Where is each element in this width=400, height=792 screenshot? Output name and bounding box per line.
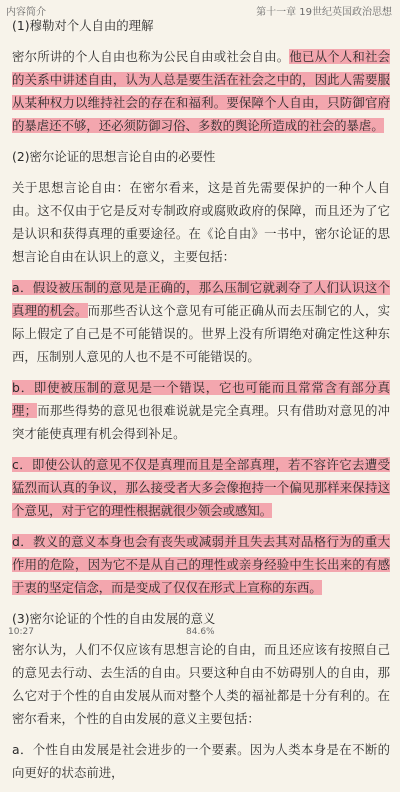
text: (1)穆勒对个人自由的理解: [12, 18, 154, 33]
highlighted-text[interactable]: 他已从个人和社会的关系中讲述自由，认为人总是要生活在社会之中的，因此人需要服从某种权力以维持社会的存在和福利。要保障个人自由，只防御官府的暴虐还不够，还必须防御习俗、多数的舆论所造成的社会的暴虐。: [12, 49, 391, 133]
highlighted-text[interactable]: a．假设被压制的意见是正确的，那么压制它就剥夺了人们认识这个真理的机会。: [12, 280, 390, 318]
paragraph: [12, 638, 390, 730]
paragraph: [12, 176, 390, 268]
page-content: [12, 14, 390, 792]
section-title: 内容简介: [6, 7, 46, 18]
text: (3)密尔论证的个性的自由发展的意义: [12, 611, 216, 626]
highlighted-text[interactable]: c．即使公认的意见不仅是真理而且是全部真理，若不容许它去遭受猛烈而认真的争议，那么接受者大多会像抱持一个偏见那样来保持这个意见，对于它的理性根据就很少领会或感知。: [12, 457, 390, 518]
paragraph-d: [12, 530, 390, 599]
clock: 10:27: [8, 627, 34, 637]
text: a．个性自由发展是社会进步的一个要素。因为人类本身是在不断的向更好的状态前进，: [12, 742, 390, 780]
paragraph: [12, 45, 390, 137]
reader-footer: [0, 626, 400, 640]
heading-1: [12, 14, 390, 37]
paragraph-a: [12, 276, 390, 368]
reading-progress: 84.6%: [186, 627, 215, 637]
text: 而那些否认这个意见有可能正确从而去压制它的人，实际上假定了自己是不可能错误的。世界上没有所谓绝对确定性这种东西，压制别人意见的人也不是不可能错误的。: [12, 303, 391, 364]
paragraph-c: [12, 453, 390, 522]
text: 密尔认为，人们不仅应该有思想言论的自由，而且还应该有按照自己的意见去行动、去生活的自由。只要这种自由不妨碍别人的自由，那么它对于个性的自由发展从而对整个人类的福祉都是十分有利的。在密尔看来，个性的自由发展的意义主要包括：: [12, 642, 390, 726]
text: 而那些得势的意见也很难说就是完全真理。只有借助对意见的冲突才能使真理有机会得到补足。: [12, 403, 391, 441]
text: 关于思想言论自由：在密尔看来，这是首先需要保护的一种个人自由。这不仅由于它是反对专制政府或腐败政府的保障，而且还为了它是认识和获得真理的重要途径。在《论自由》一书中，密尔论证的思想言论自由在认识上的意义，主要包括：: [12, 180, 390, 264]
heading-2: [12, 145, 390, 168]
paragraph-b: [12, 376, 390, 445]
highlighted-text[interactable]: b．即使被压制的意见是一个错误，它也可能而且常常含有部分真理；: [12, 380, 390, 418]
text: (2)密尔论证的思想言论自由的必要性: [12, 149, 216, 164]
chapter-title: 第十一章 19世纪英国政治思想: [256, 7, 392, 18]
highlighted-text[interactable]: d．教义的意义本身也会有丧失或减弱并且失去其对品格行为的重大作用的危险，因为它不是从自己的理性或亲身经验中生长出来的有感于衷的坚定信念，而是变成了仅仅在形式上宣称的东西。: [12, 534, 390, 595]
text: 密尔所讲的个人自由也称为公民自由或社会自由。: [12, 49, 290, 64]
paragraph: [12, 738, 390, 784]
